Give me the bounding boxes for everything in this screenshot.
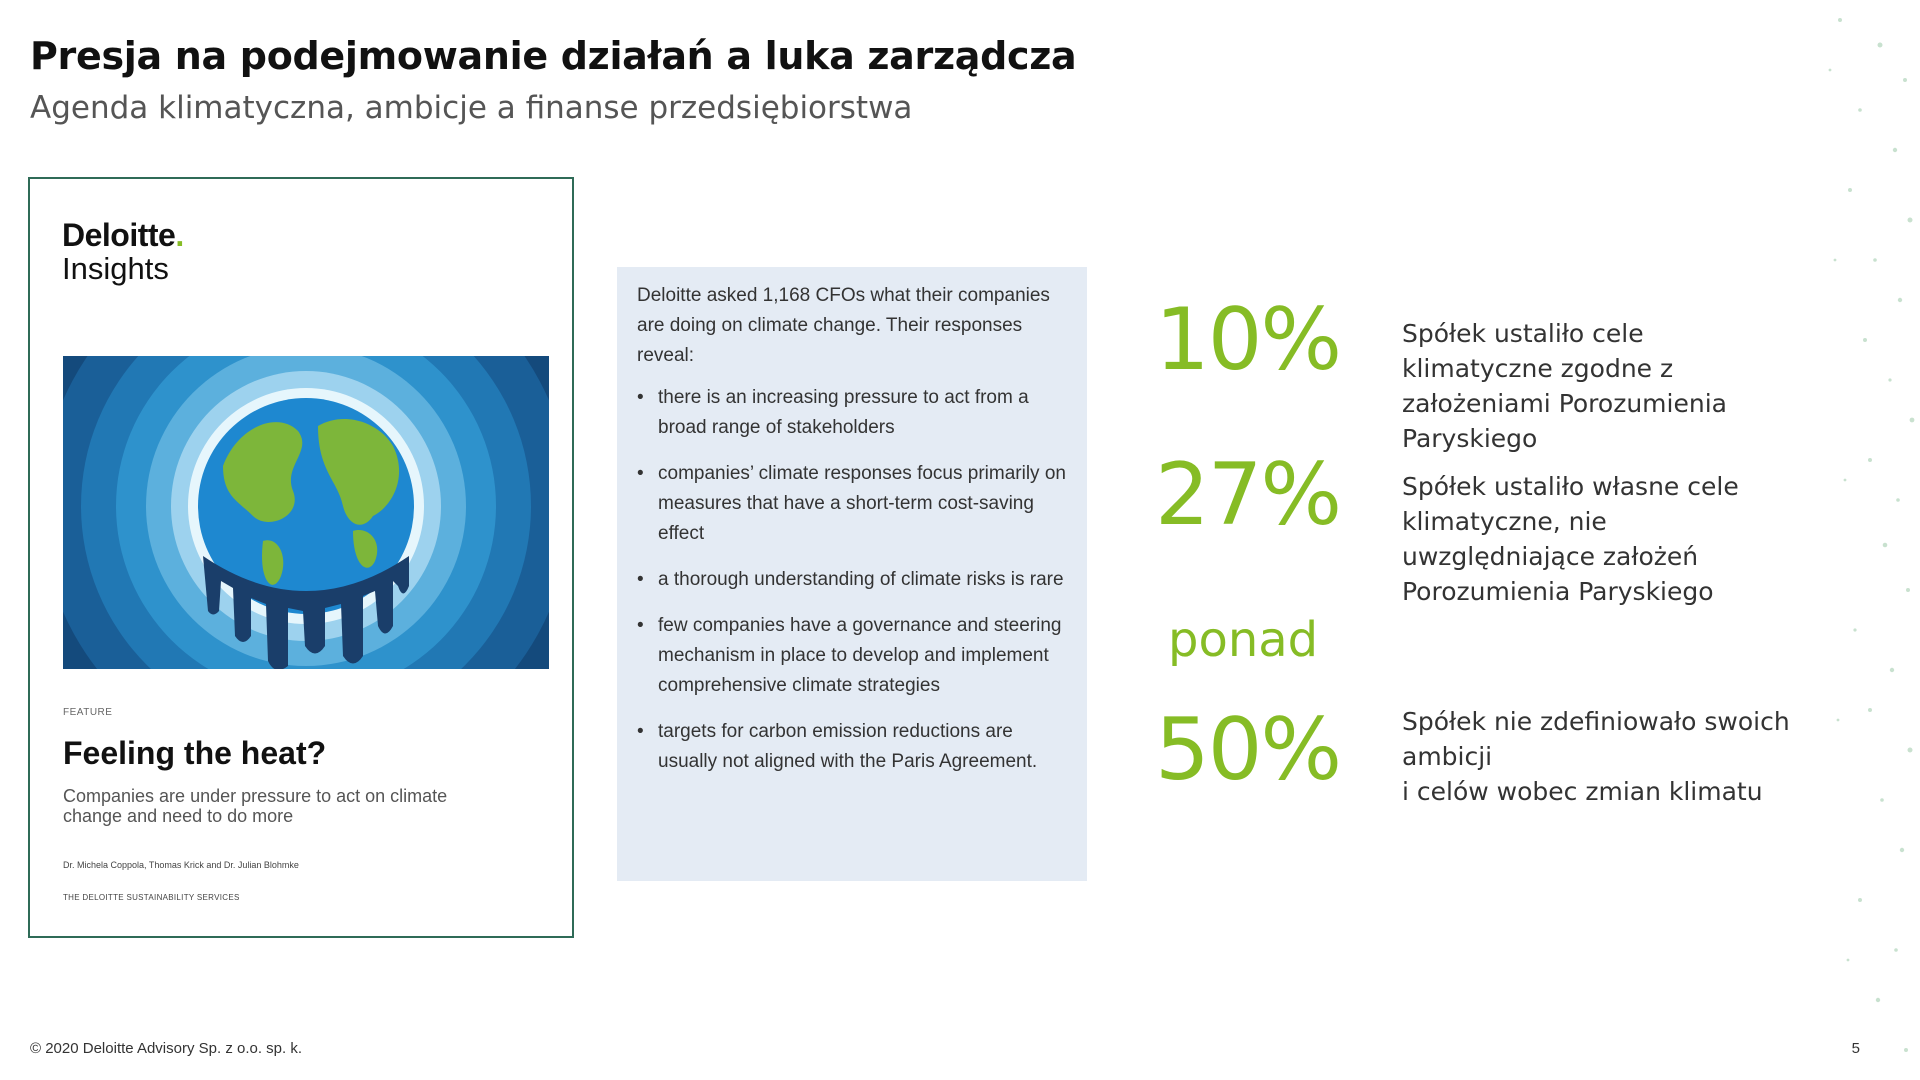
cover-label: FEATURE xyxy=(63,707,113,718)
report-cover xyxy=(28,177,574,938)
findings-intro: Deloitte asked 1,168 CFOs what their companies are doing on climate change. Their responses reveal: xyxy=(637,285,1050,366)
melting-earth-illustration xyxy=(63,356,549,669)
list-item: • few companies have a governance and steering mechanism in place to develop and implement comprehensive climate strategies xyxy=(637,611,1067,701)
cover-series: THE DELOITTE SUSTAINABILITY SERVICES xyxy=(63,893,240,902)
list-item: • companies’ climate responses focus primarily on measures that have a short-term cost-saving effect xyxy=(637,459,1067,549)
stat-description-1: Spółek ustaliło cele klimatyczne zgodne z założeniami Porozumienia Paryskiego xyxy=(1402,319,1727,453)
list-item: • a thorough understanding of climate risks is rare xyxy=(637,565,1067,595)
cover-description: Companies are under pressure to act on climate change and need to do more xyxy=(63,786,448,826)
stat-description-2: Spółek ustaliło własne cele klimatyczne, nie uwzględniające założeń Porozumienia Paryskiego xyxy=(1402,472,1739,606)
findings-box xyxy=(617,267,1087,881)
cover-authors: Dr. Michela Coppola, Thomas Krick and Dr. Julian Blohmke xyxy=(63,860,299,870)
deloitte-logo: Deloitte. xyxy=(62,217,184,253)
stat-description-3: Spółek nie zdefiniowało swoich ambicji i celów wobec zmian klimatu xyxy=(1402,707,1790,806)
footer-copyright: © 2020 Deloitte Advisory Sp. z o.o. sp. k. xyxy=(30,1040,303,1057)
stat-value-50: 50% xyxy=(1155,700,1341,800)
cover-heading: Feeling the heat? xyxy=(63,735,327,771)
list-item: • there is an increasing pressure to act from a broad range of stakeholders xyxy=(637,383,1067,443)
list-item: • targets for carbon emission reductions are usually not aligned with the Paris Agreement. xyxy=(637,717,1067,777)
slide-title: Presja na podejmowanie działań a luka zarządcza xyxy=(30,34,1077,78)
slide-subtitle: Agenda klimatyczna, ambicje a finanse przedsiębiorstwa xyxy=(30,90,913,126)
insights-logo-text: Insights xyxy=(62,251,169,286)
stat-prefix-ponad: ponad xyxy=(1168,612,1319,668)
stat-value-27: 27% xyxy=(1155,445,1341,545)
findings-list xyxy=(637,383,1067,777)
page-number: 5 xyxy=(1851,1040,1860,1057)
stat-value-10: 10% xyxy=(1155,290,1341,390)
decorative-dot-pattern xyxy=(1810,0,1920,1080)
